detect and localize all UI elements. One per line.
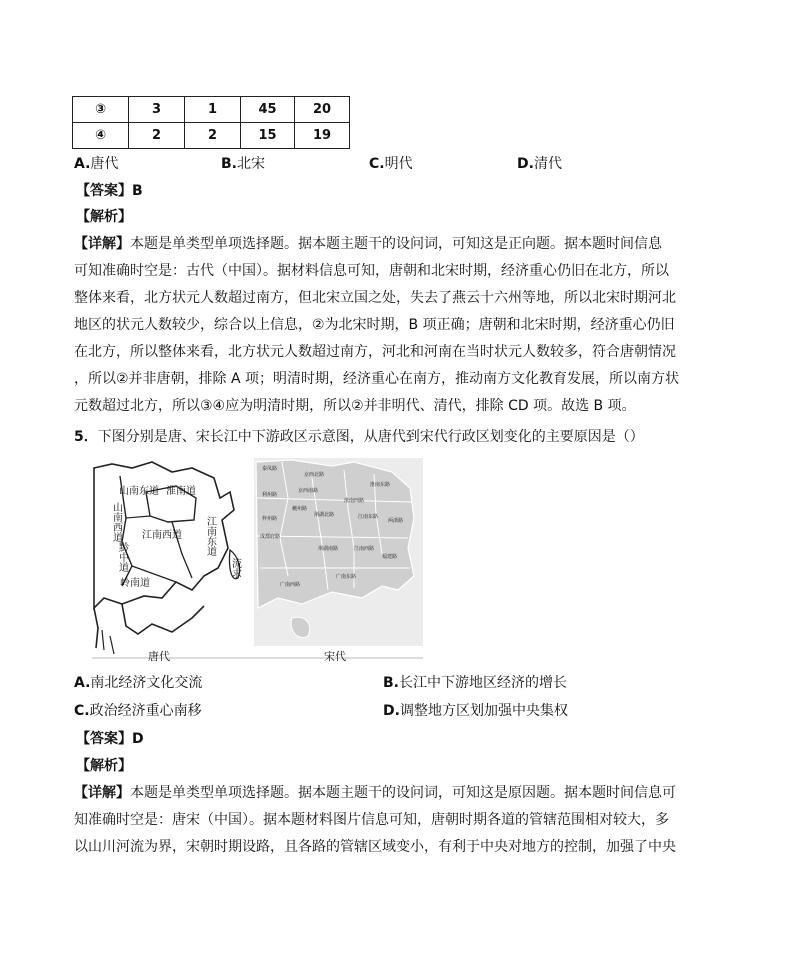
tang-map-caption: 唐代 xyxy=(148,650,170,663)
q5-option-c: C.政治经济重心南移 xyxy=(74,703,202,719)
tang-region-label: 黔中道 xyxy=(116,542,128,572)
detail-line: ，所以②并非唐朝，排除 A 项；明清时期，经济重心在南方，推动南方文化教育发展，所以南方状 xyxy=(74,371,680,387)
song-region-label: 广南西路 xyxy=(280,582,301,588)
song-region-label: 广南东路 xyxy=(336,574,357,580)
map-figure xyxy=(92,458,423,662)
song-region-label: 荆湖北路 xyxy=(314,512,335,518)
table-cell: 45 xyxy=(241,97,295,123)
q5-option-a: A.南北经济文化交流 xyxy=(74,675,203,691)
detail-line: 元数超过北方，所以③④应为明清时期，所以②并非明代、清代，排除 CD 项。故选 B 项。 xyxy=(74,398,636,414)
detail-line: 【详解】本题是单类型单项选择题。据本题主题干的设问词，可知这是原因题。据本题时间信息可 xyxy=(74,785,676,801)
q5-option-b: B.长江中下游地区经济的增长 xyxy=(383,675,567,691)
table-cell: 2 xyxy=(185,123,241,149)
table-cell: 1 xyxy=(185,97,241,123)
song-region-label: 京西北路 xyxy=(304,472,325,478)
song-map xyxy=(254,458,423,646)
song-map-caption: 宋代 xyxy=(324,650,346,663)
q5-detail xyxy=(74,780,684,861)
table-cell: 3 xyxy=(129,97,185,123)
scores-table xyxy=(72,96,350,149)
detail-line: 地区的状元人数较少，综合以上信息，②为北宋时期，B 项正确；唐朝和北宋时期，经济重心仍旧 xyxy=(74,317,675,333)
tang-region-label: 山南东道 xyxy=(119,486,159,497)
song-region-label: 淮南西路 xyxy=(344,498,365,504)
detail-line: 可知准确时空是：古代（中国）。据材料信息可知，唐朝和北宋时期，经济重心仍旧在北方，所以 xyxy=(74,263,669,279)
map-illustration xyxy=(92,458,423,662)
detail-line: 整体来看，北方状元人数超过南方，但北宋立国之处，失去了燕云十六州等地，所以北宋时期河北 xyxy=(74,290,676,306)
q4-option-d: D.清代 xyxy=(517,156,562,172)
table-row xyxy=(73,97,350,123)
song-region-label: 淮南东路 xyxy=(370,482,391,488)
song-region-label: 两浙路 xyxy=(388,518,404,524)
q4-analysis-tag: 【解析】 xyxy=(76,209,132,225)
song-region-label: 荆湖南路 xyxy=(318,546,339,552)
detail-line: 以山川河流为界，宋朝时期设路，且各路的管辖区域变小，有利于中央对地方的控制，加强了中央 xyxy=(74,839,676,855)
table-cell: 2 xyxy=(129,123,185,149)
table-cell: ③ xyxy=(73,97,129,123)
song-region-label: 秦凤路 xyxy=(262,466,278,472)
q5-answer: 【答案】D xyxy=(76,731,144,747)
tang-region-label: 山南西道 xyxy=(110,502,122,542)
song-region-label: 京西南路 xyxy=(298,488,319,494)
table-cell: ④ xyxy=(73,123,129,149)
tang-region-label: 淮南道 xyxy=(166,486,196,497)
tang-region-label: 江南西道 xyxy=(142,530,182,541)
tang-map xyxy=(94,462,242,654)
song-region-label: 福建路 xyxy=(382,554,398,560)
q4-answer: 【答案】B xyxy=(76,183,143,199)
q4-option-a: A.唐代 xyxy=(74,156,119,172)
table-cell: 19 xyxy=(295,123,350,149)
table-row xyxy=(73,123,350,149)
tang-region-label: 流求 xyxy=(229,558,241,578)
detail-line: 知准确时空是：唐宋（中国）。据本题材料图片信息可知，唐朝时期各道的管辖范围相对较大，多 xyxy=(74,812,669,828)
tang-region-label: 岭南道 xyxy=(120,578,150,589)
detail-line: 在北方，所以整体来看，北方状元人数超过南方，河北和河南在当时状元人数较多，符合唐朝情况 xyxy=(74,344,676,360)
song-region-label: 梓州路 xyxy=(262,516,278,522)
table-cell: 20 xyxy=(295,97,350,123)
song-region-label: 成都府路 xyxy=(260,534,281,540)
q4-option-b: B.北宋 xyxy=(221,156,265,172)
detail-line: 【详解】本题是单类型单项选择题。据本题主题干的设问词，可知这是正向题。据本题时间信息 xyxy=(74,236,662,252)
song-region-label: 夔州路 xyxy=(292,506,308,512)
tang-region-label: 江南东道 xyxy=(204,516,216,556)
song-region-label: 利州路 xyxy=(262,492,278,498)
song-region-label: 江南东路 xyxy=(358,514,379,520)
q5-analysis-tag: 【解析】 xyxy=(76,758,132,774)
q4-option-c: C.明代 xyxy=(369,156,413,172)
q4-detail xyxy=(74,231,684,420)
table-cell: 15 xyxy=(241,123,295,149)
q5-stem: 5．下图分别是唐、宋长江中下游政区示意图，从唐代到宋代行政区划变化的主要原因是（） xyxy=(74,429,644,445)
song-region-label: 江南西路 xyxy=(354,546,375,552)
q5-option-d: D.调整地方区划加强中央集权 xyxy=(383,703,568,719)
